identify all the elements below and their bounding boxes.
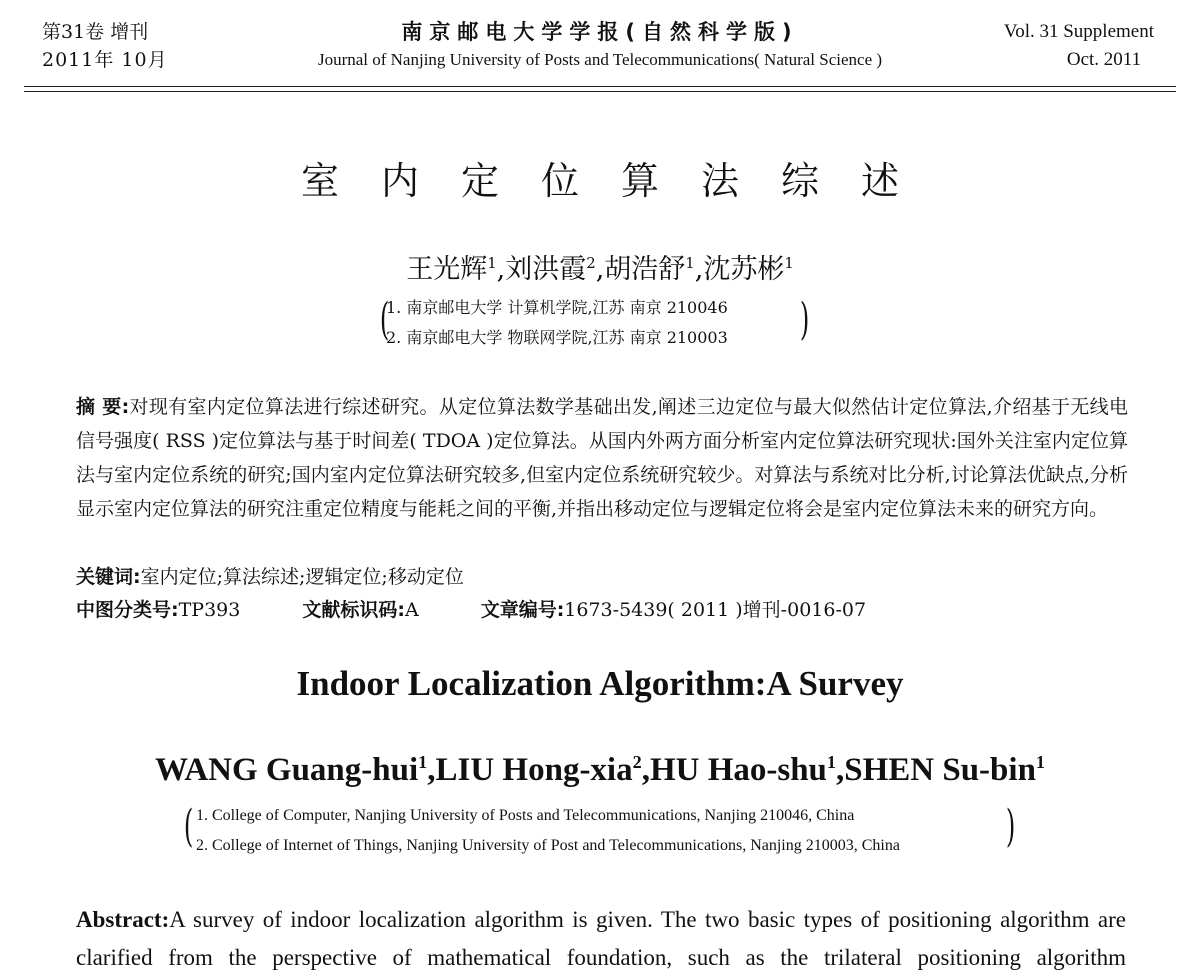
author-aff-mark: 1 — [418, 752, 428, 772]
affiliation-cn: 2. 南京邮电大学 物联网学院,江苏 南京 210003 — [386, 328, 728, 347]
doc-code-label: 文献标识码: — [302, 599, 405, 621]
author-cn: 刘洪霞 — [505, 254, 587, 285]
author-aff-mark: 1 — [487, 254, 497, 272]
author-aff-mark: 2 — [632, 752, 642, 772]
abstract-en — [76, 901, 1126, 977]
author-aff-mark: 1 — [826, 752, 836, 772]
article-number-value: 1673-5439( 2011 )增刊-0016-07 — [564, 599, 867, 621]
affiliation-en: 2. College of Internet of Things, Nanjing University of Post and Telecommunications, Nanjing 210003, China — [196, 837, 900, 854]
header-rule-top — [24, 86, 1176, 87]
classification-line — [76, 593, 866, 627]
affiliations-cn — [386, 293, 728, 353]
author-cn: 沈苏彬 — [703, 254, 785, 285]
affiliation-en-paren-right: ) — [1005, 801, 1016, 852]
author-aff-mark: 1 — [784, 254, 794, 272]
keywords-cn — [76, 560, 464, 594]
clc-value: TP393 — [178, 599, 241, 621]
author-aff-mark: 2 — [586, 254, 596, 272]
header-rule-bottom — [24, 91, 1176, 92]
authors-en: WANG Guang-hui$^1$,LIU Hong-xia$^2$,HU Hao-shu$^1$,SHEN Su-bin$^1$ — [154, 752, 1045, 788]
journal-name-en: Journal of Nanjing University of Posts and Telecommunications( Natural Science ) — [317, 50, 883, 69]
affiliations-en — [196, 801, 900, 861]
author-en: HU Hao-shu — [649, 752, 827, 788]
author-en: WANG Guang-hui — [154, 752, 419, 788]
authors-cn: 王光辉$^1$,刘洪霞$^2$,胡浩舒$^1$,沈苏彬$^1$ — [406, 254, 794, 285]
author-cn: 王光辉 — [406, 254, 488, 285]
abstract-cn — [76, 390, 1128, 526]
title-en: Indoor Localization Algorithm:A Survey — [296, 664, 904, 703]
volume-cn: 第31卷 增刊 — [42, 21, 149, 43]
affiliation-en-paren-left: ( — [183, 801, 194, 852]
header-volume-cn — [42, 18, 168, 74]
title-cn: 室内定位算法综述 — [300, 159, 941, 203]
date-cn: 2011年 10月 — [42, 49, 168, 71]
abstract-en-label: Abstract: — [76, 907, 170, 932]
author-en: LIU Hong-xia — [435, 752, 633, 788]
affiliation-cn: 1. 南京邮电大学 计算机学院,江苏 南京 210046 — [386, 298, 728, 317]
article-number-label: 文章编号: — [480, 599, 565, 621]
author-aff-mark: 1 — [685, 254, 695, 272]
header-volume-en — [1004, 18, 1154, 74]
affiliation-paren-right: ) — [799, 294, 810, 345]
affiliation-paren-left: ( — [379, 294, 390, 345]
keywords-cn-label: 关键词: — [76, 566, 141, 588]
doc-code-value: A — [404, 599, 419, 621]
abstract-cn-text: 对现有室内定位算法进行综述研究。从定位算法数学基础出发,阐述三边定位与最大似然估计定位算法,介绍基于无线电信号强度( RSS )定位算法与基于时间差( TDOA )定位算法。从国内外两方面分析室内定位算法研究现状:国外关注室内定位算法与室内定位系统的研究;国内室内定位算法研究较多,但室内定位系统研究较少。对算法与系统对比分析,讨论算法优缺点,分析显示室内定位算法的研究注重定位精度与能耗之间的平衡,并指出移动定位与逻辑定位将会是室内定位算法未来的研究方向。 — [76, 396, 1128, 520]
journal-name — [230, 18, 970, 74]
author-en: SHEN Su-bin — [844, 752, 1036, 788]
author-cn: 胡浩舒 — [604, 254, 686, 285]
volume-en: Vol. 31 Supplement — [1003, 21, 1154, 42]
date-en: Oct. 2011 — [1066, 49, 1142, 70]
author-aff-mark: 1 — [1035, 752, 1045, 772]
abstract-cn-label: 摘 要: — [76, 396, 130, 418]
abstract-en-text: A survey of indoor localization algorithm is given. The two basic types of positioning algorithm are clarified from the perspective of mathematical foundation, such as the trilateral positioning algorithm — [76, 907, 1126, 970]
affiliation-en: 1. College of Computer, Nanjing University of Posts and Telecommunications, Nanjing 210046, China — [196, 807, 855, 824]
clc-label: 中图分类号: — [76, 599, 179, 621]
journal-name-cn: 南京邮电大学学报(自然科学版) — [401, 20, 799, 44]
keywords-cn-text: 室内定位;算法综述;逻辑定位;移动定位 — [140, 566, 464, 588]
